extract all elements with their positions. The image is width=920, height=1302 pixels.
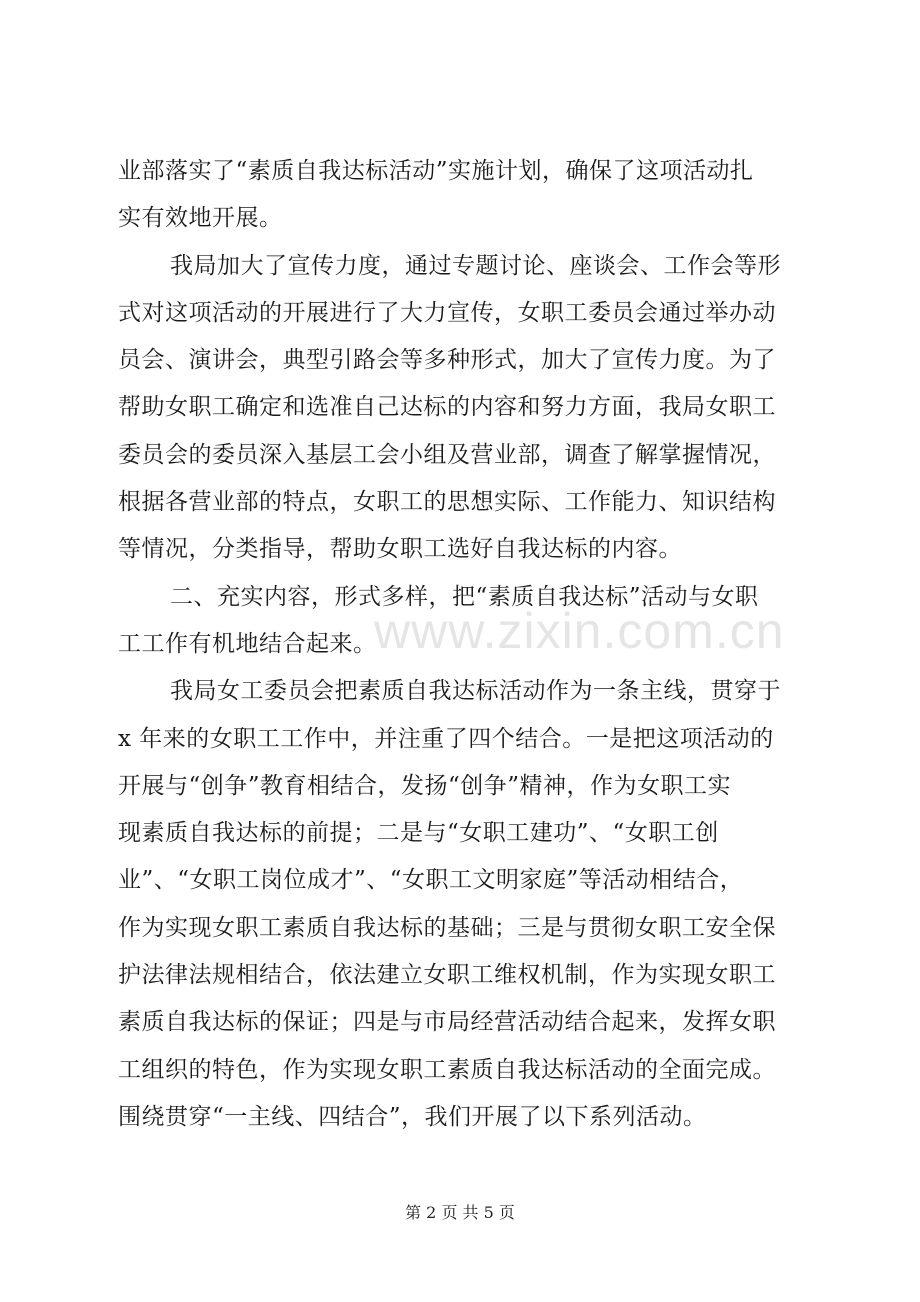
text-line: 素质自我达标的保证；四是与市局经营活动结合起来，发挥女职 (118, 1009, 776, 1036)
text-line: 实有效地开展。 (118, 205, 283, 232)
text-line: 帮助女职工确定和选准自己达标的内容和努力方面，我局女职工 (118, 394, 776, 421)
text-line: 委员会的委员深入基层工会小组及营业部，调查了解掌握情况， (118, 441, 776, 468)
text-line: 业”、“女职工岗位成才”、“女职工文明家庭”等活动相结合， (118, 867, 744, 894)
text-line: 开展与“创争”教育相结合，发扬“创争”精神，作为女职工实 (118, 772, 732, 799)
text-line: 我局加大了宣传力度，通过专题讨论、座谈会、工作会等形 (170, 252, 781, 279)
text-line: 我局女工委员会把素质自我达标活动作为一条主线，贯穿于 (170, 678, 781, 705)
text-line: 二、充实内容，形式多样，把“素质自我达标”活动与女职 (170, 583, 759, 610)
text-line: 工组织的特色，作为实现女职工素质自我达标活动的全面完成。 (118, 1056, 776, 1083)
text-line: 业部落实了“素质自我达标活动”实施计划，确保了这项活动扎 (118, 158, 754, 184)
text-line: x 年来的女职工工作中，并注重了四个结合。一是把这项活动的 (118, 725, 774, 752)
text-line: 现素质自我达标的前提；二是与“女职工建功”、“女职工创 (118, 820, 719, 847)
watermark: www.zixin.com.cn (374, 603, 785, 659)
text-line: 围绕贯穿“一主线、四结合”，我们开展了以下系列活动。 (118, 1103, 707, 1130)
text-line: 根据各营业部的特点，女职工的思想实际、工作能力、知识结构 (118, 489, 776, 516)
text-line: 等情况，分类指导，帮助女职工选好自我达标的内容。 (118, 536, 682, 563)
text-line: 工工作有机地结合起来。 (118, 630, 377, 657)
text-line: 式对这项活动的开展进行了大力宣传，女职工委员会通过举办动 (118, 299, 776, 326)
text-line: 作为实现女职工素质自我达标的基础；三是与贯彻女职工安全保 (118, 914, 776, 941)
text-line: 员会、演讲会，典型引路会等多种形式，加大了宣传力度。为了 (118, 347, 776, 374)
page-footer: 第 2 页 共 5 页 (405, 1203, 515, 1222)
text-line: 护法律法规相结合，依法建立女职工维权机制，作为实现女职工 (118, 962, 776, 989)
